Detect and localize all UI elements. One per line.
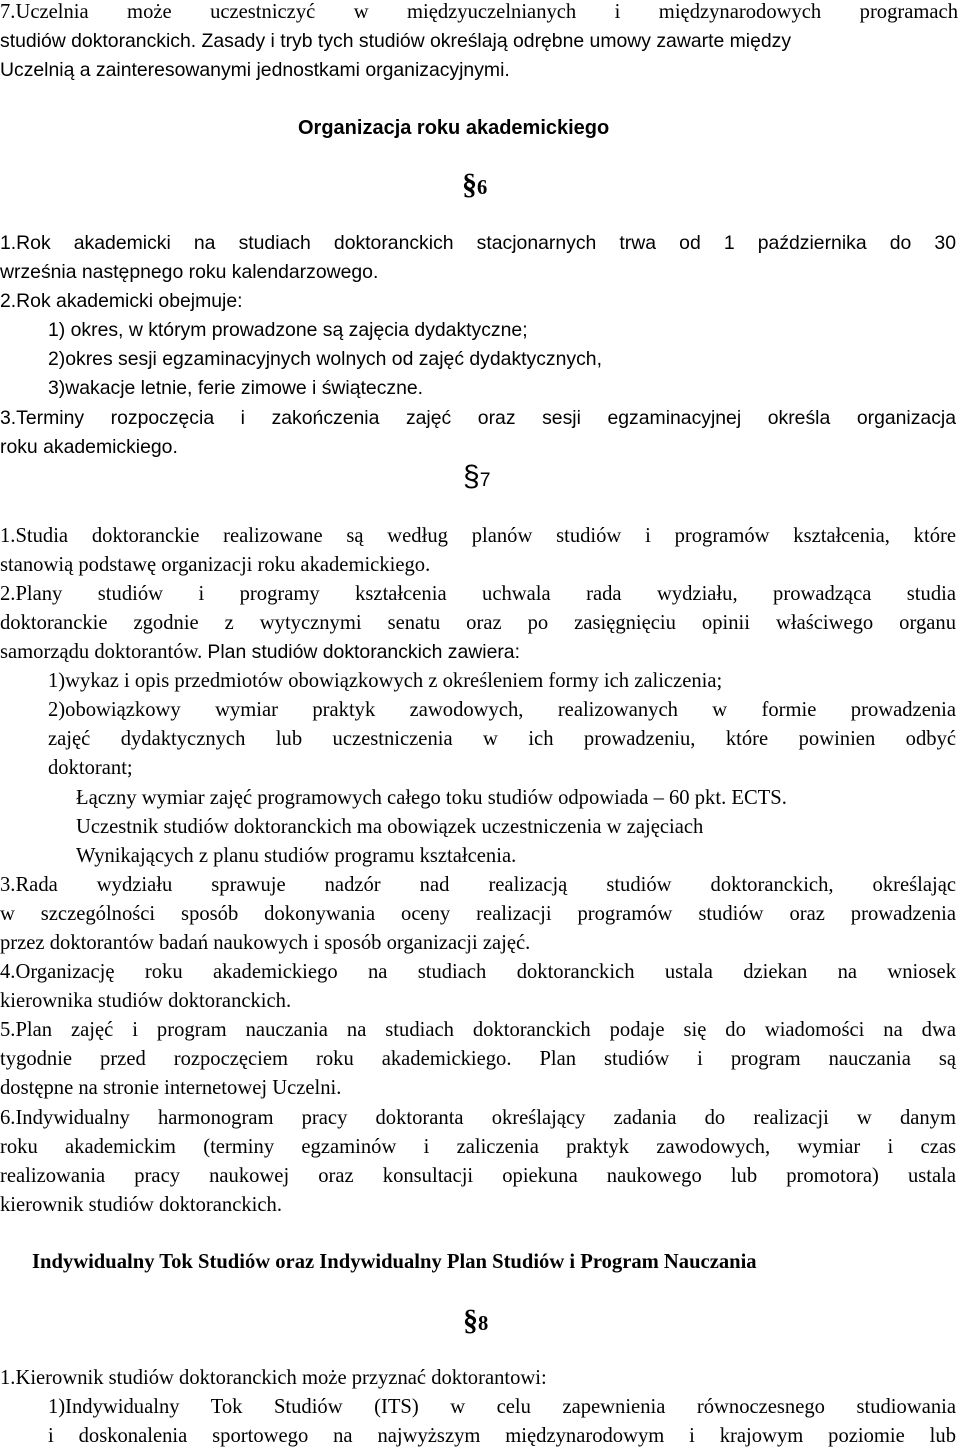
paragraph-line bbox=[0, 638, 520, 666]
section-heading: Indywidualny Tok Studiów oraz Indywidualny Plan Studiów i Program Nauczania bbox=[32, 1251, 757, 1273]
note-line: Łączny wymiar zajęć programowych całego toku studiów odpowiada – 60 pkt. ECTS. bbox=[76, 787, 787, 809]
paragraph-line: dostępne na stronie internetowej Uczelni. bbox=[0, 1077, 342, 1099]
paragraph-line: 2.Plany studiów i programy kształcenia uchwala rada wydziału, prowadząca studia bbox=[0, 583, 956, 605]
paragraph-line: kierownik studiów doktoranckich. bbox=[0, 1194, 282, 1216]
paragraph-line: 7.Uczelnia może uczestniczyć w międzyuczelnianych i międzynarodowych programach bbox=[0, 1, 958, 23]
paragraph-line: przez doktorantów badań naukowych i sposób organizacji zajęć. bbox=[0, 932, 531, 954]
paragraph-text: samorządu doktorantów. bbox=[0, 641, 203, 663]
section-number-value: 7 bbox=[479, 469, 491, 491]
section-heading: Organizacja roku akademickiego bbox=[298, 117, 610, 139]
section-number bbox=[463, 462, 490, 494]
paragraph-line: 3.Terminy rozpoczęcia i zakończenia zajęć oraz sesji egzaminacyjnej określa organizacja bbox=[0, 407, 956, 429]
paragraph-line: 6.Indywidualny harmonogram pracy doktoranta określający zadania do realizacji w danym bbox=[0, 1107, 956, 1129]
list-item: zajęć dydaktycznych lub uczestniczenia w ich prowadzeniu, które powinien odbyć bbox=[48, 728, 956, 750]
list-item: i doskonalenia sportowego na najwyższym międzynarodowym i krajowym poziomie lub bbox=[48, 1425, 956, 1447]
list-item: doktorant; bbox=[48, 757, 133, 779]
paragraph-line: 1.Kierownik studiów doktoranckich może przyznać doktorantowi: bbox=[0, 1367, 547, 1389]
section-number bbox=[463, 1306, 488, 1338]
section-symbol: § bbox=[462, 168, 477, 201]
paragraph-line: w szczególności sposób dokonywania oceny realizacji programów studiów oraz prowadzenia bbox=[0, 903, 956, 925]
list-item: 1) okres, w którym prowadzone są zajęcia dydaktyczne; bbox=[48, 319, 528, 341]
list-item: 2)obowiązkowy wymiar praktyk zawodowych, realizowanych w formie prowadzenia bbox=[48, 699, 956, 721]
section-number bbox=[462, 170, 487, 202]
paragraph-line: tygodnie przed rozpoczęciem roku akademickiego. Plan studiów i program nauczania są bbox=[0, 1048, 956, 1070]
section-symbol: § bbox=[463, 1304, 478, 1337]
list-item: 2)okres sesji egzaminacyjnych wolnych od zajęć dydaktycznych, bbox=[48, 348, 602, 370]
section-number-value: 6 bbox=[477, 177, 488, 199]
note-line: Uczestnik studiów doktoranckich ma obowiązek uczestniczenia w zajęciach bbox=[76, 816, 704, 838]
paragraph-line: września następnego roku kalendarzowego. bbox=[0, 261, 379, 283]
paragraph-line: 3.Rada wydziału sprawuje nadzór nad realizacją studiów doktoranckich, określając bbox=[0, 874, 956, 896]
paragraph-line: 5.Plan zajęć i program nauczania na studiach doktoranckich podaje się do wiadomości na dwa bbox=[0, 1019, 956, 1041]
paragraph-line: 4.Organizację roku akademickiego na studiach doktoranckich ustala dziekan na wniosek bbox=[0, 961, 956, 983]
section-number-value: 8 bbox=[478, 1313, 489, 1335]
paragraph-line: studiów doktoranckich. Zasady i tryb tych studiów określają odrębne umowy zawarte między bbox=[0, 30, 792, 52]
note-line: Wynikających z planu studiów programu kształcenia. bbox=[76, 845, 517, 867]
paragraph-line: Uczelnią a zainteresowanymi jednostkami organizacyjnymi. bbox=[0, 59, 510, 81]
paragraph-line: realizowania pracy naukowej oraz konsultacji opiekuna naukowego lub promotora) ustala bbox=[0, 1165, 956, 1187]
paragraph-line: roku akademickiego. bbox=[0, 436, 178, 458]
list-item: 1)Indywidualny Tok Studiów (ITS) w celu zapewnienia równoczesnego studiowania bbox=[48, 1396, 956, 1418]
paragraph-line: kierownika studiów doktoranckich. bbox=[0, 990, 292, 1012]
paragraph-line: 1.Studia doktoranckie realizowane są według planów studiów i programów kształcenia, które bbox=[0, 525, 956, 547]
paragraph-line: roku akademickim (terminy egzaminów i zaliczenia praktyk zawodowych, wymiar i czas bbox=[0, 1136, 956, 1158]
paragraph-line: doktoranckie zgodnie z wytycznymi senatu oraz po zasięgnięciu opinii właściwego organu bbox=[0, 612, 956, 634]
paragraph-line: stanowią podstawę organizacji roku akademickiego. bbox=[0, 554, 431, 576]
section-symbol: § bbox=[463, 460, 480, 493]
paragraph-line: 2.Rok akademicki obejmuje: bbox=[0, 290, 243, 312]
paragraph-line: 1.Rok akademicki na studiach doktoranckich stacjonarnych trwa od 1 października do 30 bbox=[0, 232, 956, 254]
paragraph-text: Plan studiów doktoranckich zawiera: bbox=[207, 641, 520, 663]
list-item: 1)wykaz i opis przedmiotów obowiązkowych z określeniem formy ich zaliczenia; bbox=[48, 670, 723, 692]
list-item: 3)wakacje letnie, ferie zimowe i świąteczne. bbox=[48, 377, 424, 399]
